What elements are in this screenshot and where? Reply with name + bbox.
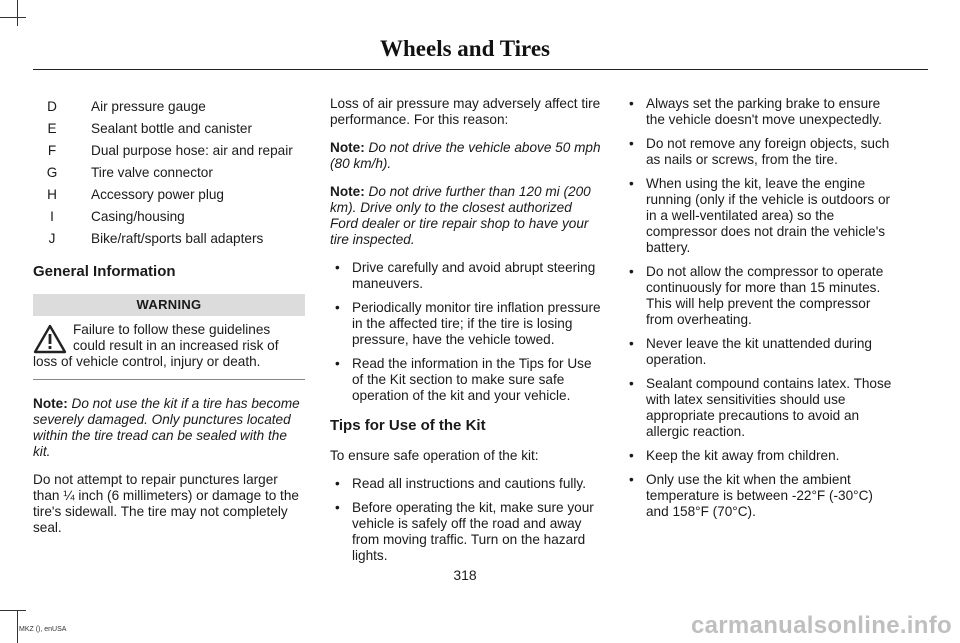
legend-letter: G [46, 165, 58, 180]
list-item: • Read all instructions and cautions fully. [330, 476, 602, 492]
warning-box [33, 294, 305, 380]
legend-label: Casing/housing [91, 209, 185, 224]
list-item: • Do not allow the compressor to operate continuously for more than 15 minutes. This will help prevent the compressor from overheating. [624, 264, 896, 328]
list-item: • Always set the parking brake to ensure the vehicle doesn't move unexpectedly. [624, 96, 896, 128]
legend-letter: D [47, 99, 57, 114]
warning-divider [33, 379, 305, 380]
legend-label: Sealant bottle and canister [91, 121, 252, 136]
legend-label: Air pressure gauge [91, 99, 206, 114]
column-middle [330, 96, 602, 576]
legend-item [33, 206, 305, 228]
legend-item [33, 96, 305, 118]
footer-code: MKZ (), enUSA [19, 626, 67, 633]
list-item: • Drive carefully and avoid abrupt steering maneuvers. [330, 260, 602, 292]
legend-item [33, 184, 305, 206]
column-left [33, 96, 305, 548]
section-heading-tips: Tips for Use of the Kit [330, 417, 486, 434]
list-item: • Periodically monitor tire inflation pressure in the affected tire; if the tire is losing pressure, have the vehicle towed. [330, 300, 602, 348]
list-item: • Only use the kit when the ambient temperature is between -22°F (-30°C) and 158°F (70°C). [624, 472, 896, 520]
note-paragraph [330, 140, 602, 172]
legend-letter: J [48, 231, 56, 246]
list-item: • Sealant compound contains latex. Those with latex sensitivities should use appropriate precautions to avoid an allergic reaction. [624, 376, 896, 440]
body-paragraph: Do not attempt to repair punctures larger than ¼ inch (6 millimeters) or damage to the tire's sidewall. The tire may not completely seal. [33, 472, 299, 535]
legend-item [33, 228, 305, 250]
crop-mark [17, 0, 18, 26]
note-text: Do not use the kit if a tire has become severely damaged. Only punctures located within the tire tread can be sealed with the kit. [33, 396, 300, 459]
note-paragraph [330, 184, 602, 248]
component-legend [33, 96, 305, 250]
legend-item [33, 162, 305, 184]
legend-label: Dual purpose hose: air and repair [91, 143, 293, 158]
legend-letter: F [47, 143, 57, 158]
page-title: Wheels and Tires [380, 36, 550, 61]
legend-letter: H [47, 187, 57, 202]
bullet-list [624, 96, 896, 520]
page-number: 318 [453, 567, 477, 583]
note-text: Do not drive the vehicle above 50 mph (80 km/h). [330, 140, 601, 171]
list-item: • When using the kit, leave the engine running (only if the vehicle is outdoors or in a well-ventilated area) so the compressor does not drain the vehicle's battery. [624, 176, 896, 256]
legend-label: Accessory power plug [91, 187, 224, 202]
note-label: Note: [330, 184, 365, 199]
list-item: • Keep the kit away from children. [624, 448, 896, 464]
list-item: • Never leave the kit unattended during operation. [624, 336, 896, 368]
bullet-list [330, 476, 602, 564]
column-right [624, 96, 896, 532]
warning-body [33, 316, 305, 370]
crop-mark [17, 610, 18, 643]
list-item: • Before operating the kit, make sure your vehicle is safely off the road and away from moving traffic. Turn on the hazard lights. [330, 500, 602, 564]
legend-label: Bike/raft/sports ball adapters [91, 231, 264, 246]
list-item: • Read the information in the Tips for Use of the Kit section to make sure safe operation of the kit and your vehicle. [330, 356, 602, 404]
crop-mark [0, 610, 26, 611]
body-paragraph: Loss of air pressure may adversely affect tire performance. For this reason: [330, 96, 601, 127]
list-item: • Do not remove any foreign objects, such as nails or screws, from the tire. [624, 136, 896, 168]
bullet-list [330, 260, 602, 404]
crop-mark [0, 17, 26, 18]
note-paragraph [33, 396, 305, 460]
legend-label: Tire valve connector [91, 165, 213, 180]
legend-letter: I [50, 209, 54, 224]
body-paragraph: To ensure safe operation of the kit: [330, 448, 539, 463]
note-text: Do not drive further than 120 mi (200 km). Drive only to the closest authorized Ford dealer or tire repair shop to have your tire inspected. [330, 184, 591, 247]
warning-text: Failure to follow these guidelines could result in an increased risk of loss of vehicle control, injury or death. [33, 322, 279, 369]
legend-letter: E [47, 121, 57, 136]
legend-item [33, 118, 305, 140]
header-divider [33, 69, 928, 70]
section-heading-general: General Information [33, 263, 176, 280]
note-label: Note: [33, 396, 68, 411]
watermark: carmanualsonline.info [690, 612, 952, 639]
note-label: Note: [330, 140, 365, 155]
legend-item [33, 140, 305, 162]
warning-label: WARNING [33, 294, 305, 316]
